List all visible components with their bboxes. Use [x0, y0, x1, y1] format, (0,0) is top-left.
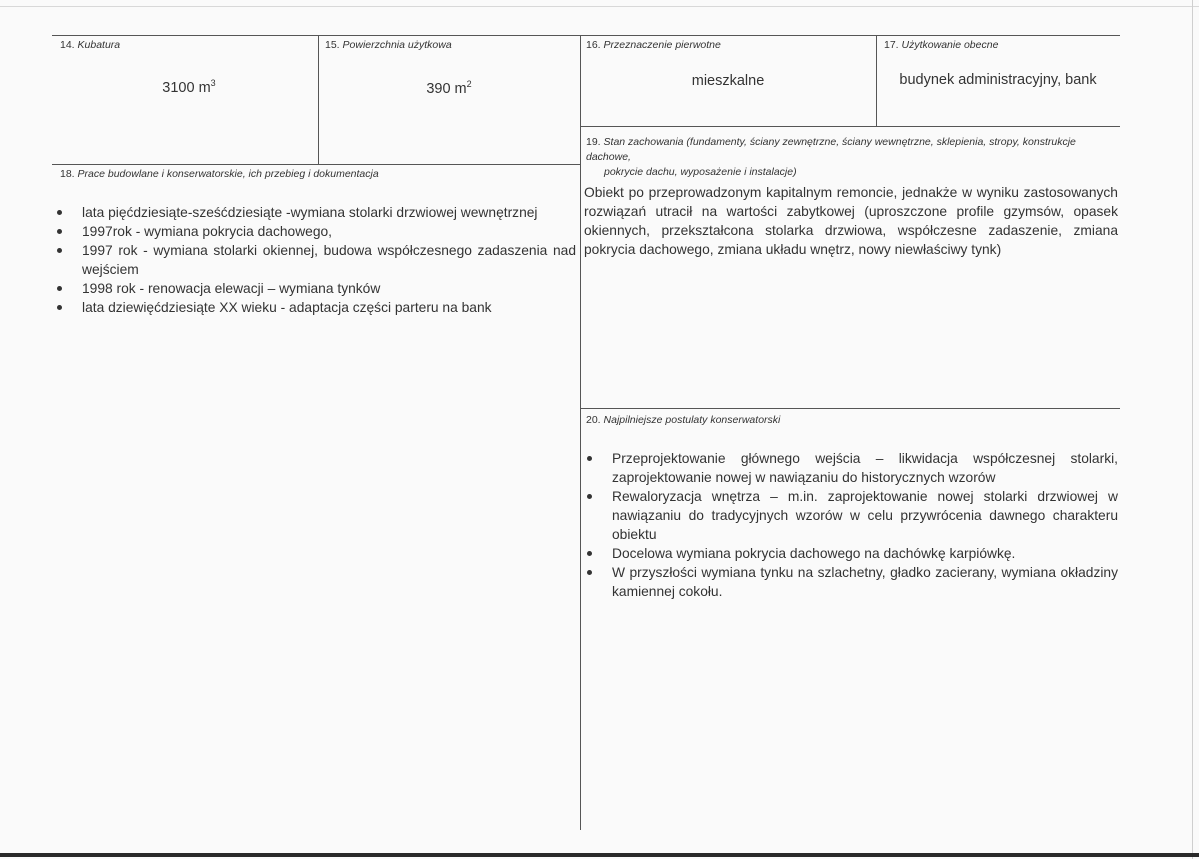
list-item: [584, 449, 1118, 487]
field-19-label: [586, 135, 1118, 180]
field-20-label: [586, 414, 780, 426]
field-16-label: [586, 39, 721, 51]
field-18-title: Prace budowlane i konserwatorskie, ich przebieg i dokumentacja: [77, 168, 379, 180]
list-item: [584, 544, 1118, 563]
powierzchnia-exponent: 2: [466, 79, 472, 90]
field-15-value: [318, 81, 580, 97]
rule-above-18: [52, 164, 580, 165]
list-item-text: 1998 rok - renowacja elewacji – wymiana tynków: [82, 281, 381, 296]
field-20-title: Najpilniejsze postulaty konserwatorski: [603, 414, 781, 426]
list-item-text: 1997rok - wymiana pokrycia dachowego,: [82, 224, 333, 239]
bullet-icon: [57, 286, 62, 291]
bullet-icon: [587, 570, 592, 575]
kubatura-exponent: 3: [210, 78, 216, 89]
bullet-icon: [587, 456, 592, 461]
field-15-title: Powierzchnia użytkowa: [342, 39, 452, 51]
field-15-number: 15.: [325, 39, 340, 51]
list-item-text: Rewaloryzacja wnętrza – m.in. zaprojektowanie nowej stolarki drzwiowej w nawiązaniu do tradycyjnych wzorów w celu przywrócenia dawnego charakteru obiektu: [612, 489, 1118, 542]
page-top-edge: [0, 6, 1199, 7]
field-16-number: 16.: [586, 39, 601, 51]
list-item-text: Przeprojektowanie głównego wejścia – likwidacja współczesnej stolarki, zaprojektowanie nowej w nawiązaniu do historycznych wzorów: [612, 451, 1118, 485]
list-item-text: 1997 rok - wymiana stolarki okiennej, budowa współczesnego zadaszenia nad wejściem: [82, 243, 576, 277]
rule-above-19: [580, 126, 1120, 127]
field-14-label: [60, 39, 120, 51]
field-14-number: 14.: [60, 39, 75, 51]
list-item: [54, 241, 576, 279]
field-14-title: Kubatura: [77, 39, 121, 51]
list-item: [54, 222, 576, 241]
list-item: [54, 279, 576, 298]
field-16-title: Przeznaczenie pierwotne: [603, 39, 721, 51]
page-right-edge: [1192, 0, 1193, 859]
field-14-value: [60, 80, 318, 96]
field-19-title-line1: Stan zachowania (fundamenty, ściany zewnętrzne, ściany wewnętrzne, sklepienia, stropy, konstrukcje dachowe,: [586, 136, 1076, 163]
stan-zachowania-text: Obiekt po przeprowadzonym kapitalnym remoncie, jednakże w wyniku zastosowanych rozwiązań utracił na wartości zabytkowej (uproszczone profile gzymsów, opasek okiennych, przekształcona stolarka drzwiowa, współczesne zadaszenie, zmiana pokrycia dachowego, zmiana układu wnętrz, nowy niewłaściwy tynk): [584, 185, 1118, 257]
rule-above-20: [580, 408, 1120, 409]
list-item-text: Docelowa wymiana pokrycia dachowego na dachówkę karpiówkę.: [612, 546, 1016, 561]
list-item: [584, 487, 1118, 544]
field-17-value: budynek administracyjny, bank: [899, 72, 1097, 88]
page-bottom-edge: [0, 853, 1199, 857]
bullet-icon: [57, 248, 62, 253]
field-16-value: mieszkalne: [691, 73, 765, 89]
field-15-label: [325, 39, 452, 51]
bullet-icon: [57, 210, 62, 215]
list-item-text: lata pięćdziesiąte-sześćdziesiąte -wymiana stolarki drzwiowej wewnętrznej: [82, 205, 538, 220]
field-17-title: Użytkowanie obecne: [901, 39, 999, 51]
field-19-title-line2: pokrycie dachu, wyposażenie i instalacje): [604, 166, 797, 178]
field-18-label: [60, 168, 379, 180]
field-20-number: 20.: [586, 414, 601, 426]
powierzchnia-value: 390 m: [426, 81, 467, 97]
field-18-number: 18.: [60, 168, 75, 180]
postulaty-list: [584, 449, 1118, 601]
bullet-icon: [57, 305, 62, 310]
list-item: [584, 563, 1118, 601]
bullet-icon: [57, 229, 62, 234]
field-17-label: [884, 39, 998, 51]
list-item-text: lata dziewięćdziesiąte XX wieku - adaptacja części parteru na bank: [82, 300, 492, 315]
field-17-number: 17.: [884, 39, 899, 51]
center-divider: [580, 35, 581, 830]
list-item-text: W przyszłości wymiana tynku na szlachetny, gładko zacierany, wymiana okładziny kamiennej cokołu.: [612, 565, 1118, 599]
list-item: [54, 298, 576, 317]
field-19-number: 19.: [586, 136, 601, 148]
top-rule: [52, 35, 1120, 36]
prace-list: [54, 203, 576, 317]
kubatura-value: 3100 m: [162, 80, 211, 96]
bullet-icon: [587, 494, 592, 499]
bullet-icon: [587, 551, 592, 556]
divider-14-15: [318, 35, 319, 165]
list-item: [54, 203, 576, 222]
